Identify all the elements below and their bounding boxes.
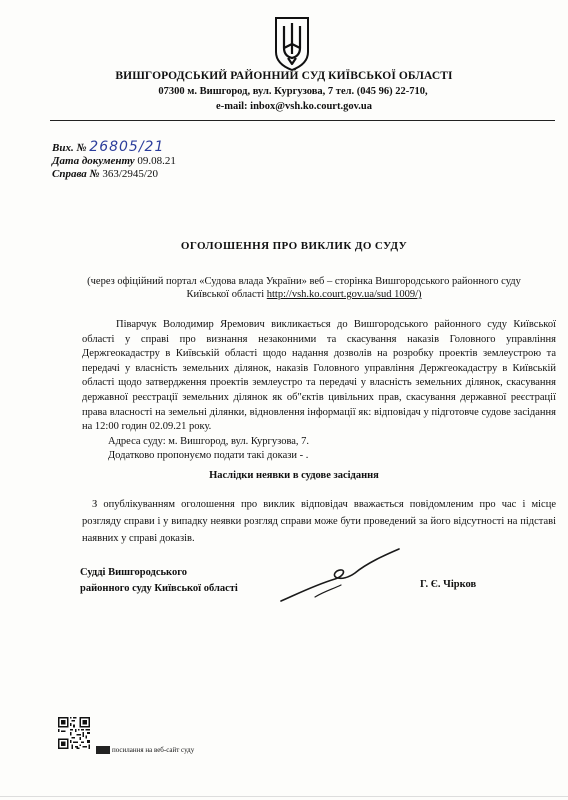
consequences-title: Наслідки неявки в судове засідання <box>209 470 379 481</box>
qr-code-icon <box>58 717 90 749</box>
case-value: 363/2945/20 <box>102 168 158 180</box>
judge-position <box>80 565 238 597</box>
handwritten-signature <box>275 545 405 615</box>
footer-note <box>96 746 194 754</box>
page-bottom-edge <box>0 796 568 797</box>
date-label: Дата документу <box>52 155 135 167</box>
court-address: 07300 м. Вишгород, вул. Кургузова, 7 тел. (045 96) 22-710, <box>158 86 428 97</box>
footer-note-text: посилання на веб-сайт суду <box>112 746 195 754</box>
outgoing-number-row <box>52 139 164 155</box>
summons-body <box>82 318 556 464</box>
court-email: e-mail: inbox@vsh.ko.court.gov.ua <box>216 101 372 112</box>
portal-reference <box>0 275 568 301</box>
portal-line-2-prefix: Київської області <box>186 289 267 300</box>
header-divider <box>50 120 555 121</box>
summons-paragraph: Піварчук Володимир Яремович викликається до Вишгородського районного суду Київської області у справі про визнання незаконними та скасування наказів Головного управління Держгеокадастру в Київській області щодо надання дозволів на розробку проектів землеустрою та передачі у власність земельних ділянок, наказів Головного управління Держгеокадастру в Київській області щодо затвердження проектів землеустро та передачі у власність земельних ділянок, скасування державної реєстрації земельних ділянок як об"єктів цивільних прав, скасування державної реєстрації права власності на земельні ділянки, відновлення інформації як: відповідач у підготовче судове засідання на 12:00 годин 02.09.21 року. <box>82 319 556 433</box>
portal-line-2 <box>40 288 568 301</box>
court-name: ВИШГОРОДСЬКИЙ РАЙОННИЙ СУД КИЇВСЬКОЇ ОБЛАСТІ <box>115 70 453 82</box>
web-link-icon <box>96 746 110 754</box>
case-label: Справа № <box>52 168 100 180</box>
court-website-link[interactable]: http://vsh.ko.court.gov.ua/sud 1009/) <box>266 289 422 300</box>
document-title: ОГОЛОШЕННЯ ПРО ВИКЛИК ДО СУДУ <box>180 240 408 252</box>
judge-position-line-2: районного суду Київської області <box>80 583 238 594</box>
document-date-row <box>52 155 176 167</box>
consequences-text: З опублікуванням оголошення про виклик відповідач вважається повідомленим про час і місце розгляду справи і у випадку неявки розгляд справи може бути проведений за його відсутності на підставі наявних у справі доказів. <box>82 499 556 545</box>
coat-of-arms-icon <box>272 14 312 72</box>
outgoing-label: Вих. № <box>52 142 87 154</box>
outgoing-number: 26805/21 <box>89 139 165 155</box>
judge-name: Г. Є. Чірков <box>420 579 477 590</box>
evidence-line: Додатково пропонуємо подати такі докази - . <box>108 450 309 462</box>
portal-line-1: (через офіційний портал «Судова влада України» веб – сторінка Вишгородського районного суду <box>87 276 521 287</box>
consequences-body <box>82 496 556 548</box>
case-number-row <box>52 168 158 180</box>
judge-position-line-1: Судді Вишгородського <box>80 567 187 578</box>
date-value: 09.08.21 <box>137 155 176 167</box>
court-address-line: Адреса суду: м. Вишгород, вул. Кургузова, 7. <box>108 435 310 447</box>
